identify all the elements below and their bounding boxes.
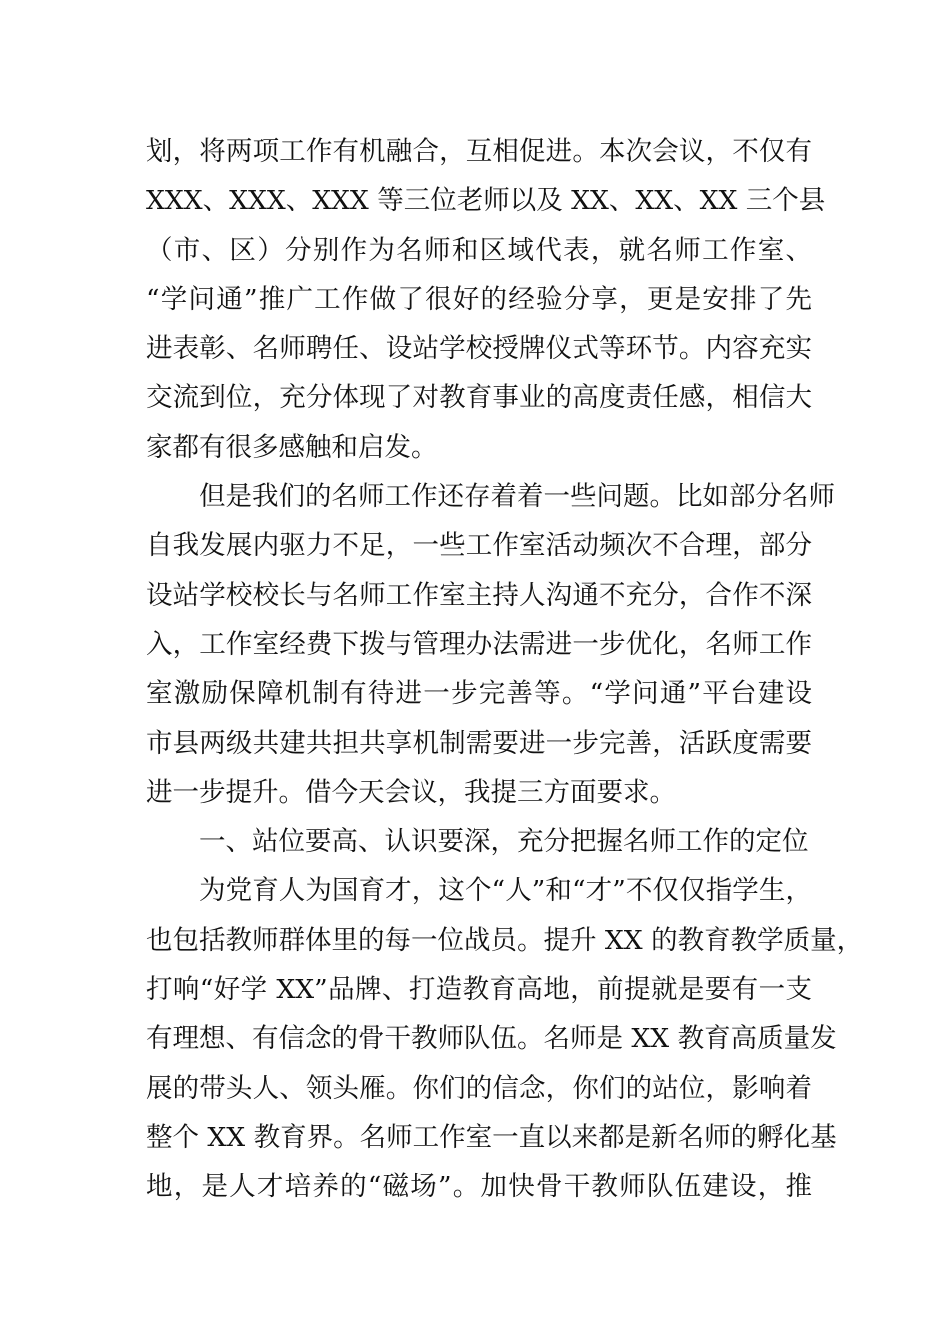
text-line: 有理想、有信念的骨干教师队伍。名师是 XX 教育高质量发 xyxy=(146,1023,837,1055)
text-line: 室激励保障机制有待进一步完善等。“学问通”平台建设 xyxy=(146,678,812,710)
text-line: 打响“好学 XX”品牌、打造教育高地，前提就是要有一支 xyxy=(146,974,812,1006)
text-line: （市、区）分别作为名师和区域代表，就名师工作室、 xyxy=(146,234,812,266)
paragraph-first-line: 但是我们的名师工作还存着着一些问题。比如部分名师 xyxy=(199,481,835,513)
text-line: 整个 XX 教育界。名师工作室一直以来都是新名师的孵化基 xyxy=(146,1121,837,1153)
text-line: 划，将两项工作有机融合，互相促进。本次会议，不仅有 xyxy=(146,136,812,167)
text-line: 交流到位，充分体现了对教育事业的高度责任感，相信大 xyxy=(146,382,812,414)
text-line: 展的带头人、领头雁。你们的信念，你们的站位，影响着 xyxy=(146,1072,812,1104)
text-line: 地，是人才培养的“磁场”。加快骨干教师队伍建设，推 xyxy=(146,1171,812,1203)
section-heading: 一、站位要高、认识要深，充分把握名师工作的定位 xyxy=(199,826,809,858)
body-text xyxy=(146,127,864,1212)
text-line: XXX、XXX、XXX 等三位老师以及 XX、XX、XX 三个县 xyxy=(146,185,826,217)
text-line: 入，工作室经费下拨与管理办法需进一步优化，名师工作 xyxy=(146,628,812,660)
text-line: 市县两级共建共担共享机制需要进一步完善，活跃度需要 xyxy=(146,727,812,759)
text-line: “学问通”推广工作做了很好的经验分享，更是安排了先 xyxy=(146,283,812,315)
text-line: 进表彰、名师聘任、设站学校授牌仪式等环节。内容充实 xyxy=(146,333,812,365)
paragraph-first-line: 为党育人为国育才，这个“人”和“才”不仅仅指学生， xyxy=(199,875,812,907)
text-line: 设站学校校长与名师工作室主持人沟通不充分，合作不深 xyxy=(146,579,812,611)
text-line: 家都有很多感触和启发。 xyxy=(146,431,438,463)
text-line: 自我发展内驱力不足，一些工作室活动频次不合理，部分 xyxy=(146,530,812,562)
text-line: 也包括教师群体里的每一位战员。提升 XX 的教育教学质量， xyxy=(146,924,864,956)
text-line: 进一步提升。借今天会议，我提三方面要求。 xyxy=(146,776,676,808)
